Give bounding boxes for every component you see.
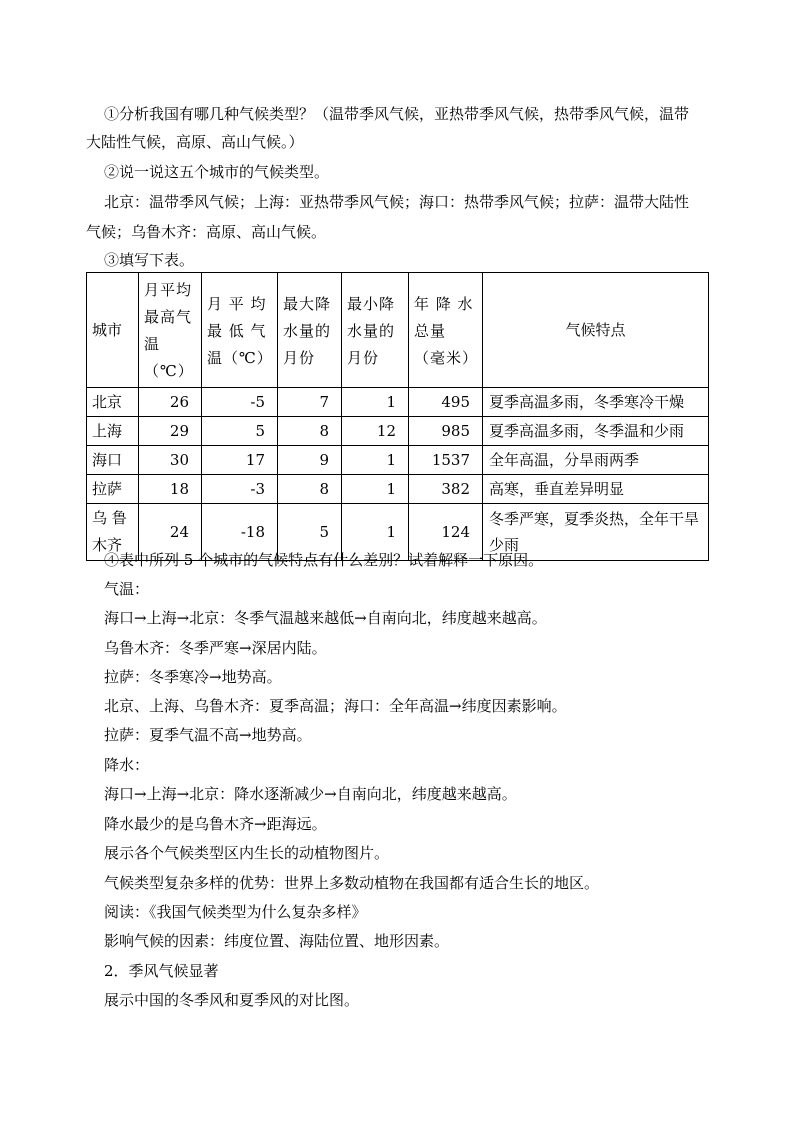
body-line: 阅读：《我国气候类型为什么复杂多样》 xyxy=(104,903,367,921)
body-line: 拉萨：冬季寒冷→地势高。 xyxy=(104,668,282,686)
cell-total: 495 xyxy=(409,388,483,417)
body-line: 影响气候的因素：纬度位置、海陆位置、地形因素。 xyxy=(104,932,450,950)
body-line: 海口→上海→北京：降水逐渐减少→自南向北，纬度越来越高。 xyxy=(104,785,517,803)
cell-min-temp: 17 xyxy=(202,446,278,475)
cell-max-temp: 26 xyxy=(139,388,202,417)
header-min-temp: 月 平 均 最 低 气 温（℃） xyxy=(202,273,278,388)
body-line: 降水： xyxy=(104,756,150,774)
body-line: 拉萨：夏季气温不高→地势高。 xyxy=(104,726,312,744)
cell-feature: 夏季高温多雨，冬季温和少雨 xyxy=(483,417,709,446)
cell-city: 海口 xyxy=(87,446,139,475)
table-row xyxy=(87,475,709,504)
question-1-line-1: ①分析我国有哪几种气候类型？（温带季风气候，亚热带季风气候，热带季风气候，温带 xyxy=(104,105,690,123)
body-line: 展示各个气候类型区内生长的动植物图片。 xyxy=(104,844,390,862)
question-4: ④表中所列 5 个城市的气候特点有什么差别？试着解释一下原因。 xyxy=(104,551,544,569)
cell-min-month: 1 xyxy=(342,446,409,475)
table-header-row xyxy=(87,273,709,388)
cell-city: 拉萨 xyxy=(87,475,139,504)
header-max-rain-month: 最大降水量的月份 xyxy=(278,273,342,388)
body-line: 展示中国的冬季风和夏季风的对比图。 xyxy=(104,991,360,1009)
header-max-temp: 月平均最高气温（℃） xyxy=(139,273,202,388)
cell-feature: 冬季严寒，夏季炎热，全年干旱少雨 xyxy=(483,504,709,561)
cell-max-temp: 30 xyxy=(139,446,202,475)
cell-min-month: 1 xyxy=(342,388,409,417)
answer-line-1: 北京：温带季风气候；上海：亚热带季风气候；海口：热带季风气候；拉萨：温带大陆性 xyxy=(104,193,690,211)
cell-total: 985 xyxy=(409,417,483,446)
question-3: ③填写下表。 xyxy=(104,251,195,269)
header-climate-feature: 气候特点 xyxy=(483,273,709,388)
cell-max-month: 9 xyxy=(278,446,342,475)
table-row xyxy=(87,446,709,475)
table-row xyxy=(87,417,709,446)
header-min-rain-month: 最小降水量的月份 xyxy=(342,273,409,388)
cell-min-month: 1 xyxy=(342,504,409,561)
cell-total: 382 xyxy=(409,475,483,504)
body-line: 气候类型复杂多样的优势：世界上多数动植物在我国都有适合生长的地区。 xyxy=(104,874,600,892)
cell-city: 北京 xyxy=(87,388,139,417)
table-row xyxy=(87,388,709,417)
cell-max-temp: 18 xyxy=(139,475,202,504)
cell-total: 124 xyxy=(409,504,483,561)
cell-min-month: 12 xyxy=(342,417,409,446)
cell-max-month: 8 xyxy=(278,475,342,504)
cell-min-temp: -3 xyxy=(202,475,278,504)
body-line: 海口→上海→北京：冬季气温越来越低→自南向北，纬度越来越高。 xyxy=(104,609,547,627)
cell-feature: 高寒，垂直差异明显 xyxy=(483,475,709,504)
body-line: 气温： xyxy=(104,580,150,598)
cell-min-temp: 5 xyxy=(202,417,278,446)
question-2: ②说一说这五个城市的气候类型。 xyxy=(104,163,330,181)
body-line: 乌鲁木齐：冬季严寒→深居内陆。 xyxy=(104,639,327,657)
cell-max-month: 7 xyxy=(278,388,342,417)
cell-total: 1537 xyxy=(409,446,483,475)
cell-city: 乌 鲁 木齐 xyxy=(87,504,139,561)
question-1-line-2: 大陆性气候，高原、高山气候。） xyxy=(86,133,304,151)
body-line: 降水最少的是乌鲁木齐→距海远。 xyxy=(104,815,327,833)
cell-max-temp: 29 xyxy=(139,417,202,446)
cell-min-temp: -5 xyxy=(202,388,278,417)
answer-line-2: 气候；乌鲁木齐：高原、高山气候。 xyxy=(86,223,327,241)
cell-max-month: 5 xyxy=(278,504,342,561)
cell-min-month: 1 xyxy=(342,475,409,504)
header-city: 城市 xyxy=(87,273,139,388)
cell-feature: 夏季高温多雨，冬季寒冷干燥 xyxy=(483,388,709,417)
cell-max-month: 8 xyxy=(278,417,342,446)
body-line: 北京、上海、乌鲁木齐：夏季高温；海口：全年高温→纬度因素影响。 xyxy=(104,697,567,715)
cell-max-temp: 24 xyxy=(139,504,202,561)
cell-feature: 全年高温，分旱雨两季 xyxy=(483,446,709,475)
header-annual-rain: 年 降 水总量（毫米） xyxy=(409,273,483,388)
section-heading: 2．季风气候显著 xyxy=(104,962,219,980)
cell-min-temp: -18 xyxy=(202,504,278,561)
climate-table xyxy=(86,272,709,561)
cell-city: 上海 xyxy=(87,417,139,446)
